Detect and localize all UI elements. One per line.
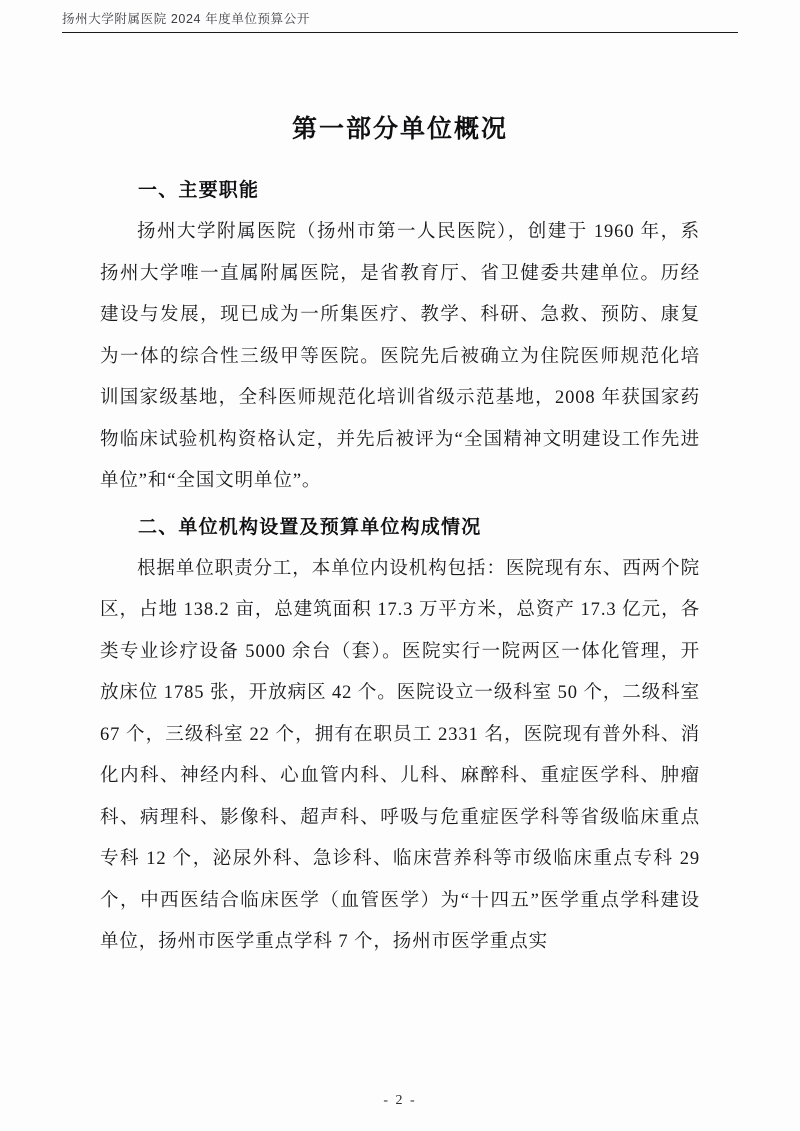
header-title: 扬州大学附属医院 2024 年度单位预算公开 — [62, 12, 310, 26]
section-paragraph-2: 根据单位职责分工，本单位内设机构包括：医院现有东、西两个院区，占地 138.2 亩，总建筑面积 17.3 万平方米，总资产 17.3 亿元，各类专业诊疗设备 5000 余台（套）。医院实行一院两区一体化管理，开放床位 1785 张，开放病区 42 个。医院设立一级科室 50 个，二级科室 67 个，三级科室 22 个，拥有在职员工 2331 名，医院现有普外科、消化内科、神经内科、心血管内科、儿科、麻醉科、重症医学科、肿瘤科、病理科、影像科、超声科、呼吸与危重症医学科等省级临床重点专科 12 个，泌尿外科、急诊科、临床营养科等市级临床重点专科 29 个，中西医结合临床医学（血管医学）为“十四五”医学重点学科建设单位，扬州市医学重点学科 7 个，扬州市医学重点实 — [100, 558, 700, 952]
document-body — [100, 110, 700, 964]
page-number: - 2 - — [383, 1093, 417, 1108]
running-footer — [0, 1071, 800, 1131]
running-header — [0, 0, 800, 40]
section-heading-2: 二、单位机构设置及预算单位构成情况 — [138, 516, 482, 538]
page-title: 第一部分单位概况 — [291, 116, 508, 143]
section-heading-1: 一、主要职能 — [138, 180, 260, 201]
header-divider — [62, 32, 738, 33]
section-paragraph-1: 扬州大学附属医院（扬州市第一人民医院），创建于 1960 年，系扬州大学唯一直属附属医院，是省教育厅、省卫健委共建单位。历经建设与发展，现已成为一所集医疗、教学、科研、急救、预防、康复为一体的综合性三级甲等医院。医院先后被确立为住院医师规范化培训国家级基地，全科医师规范化培训省级示范基地，2008 年获国家药物临床试验机构资格认定，并先后被评为“全国精神文明建设工作先进单位”和“全国文明单位”。 — [100, 222, 700, 491]
